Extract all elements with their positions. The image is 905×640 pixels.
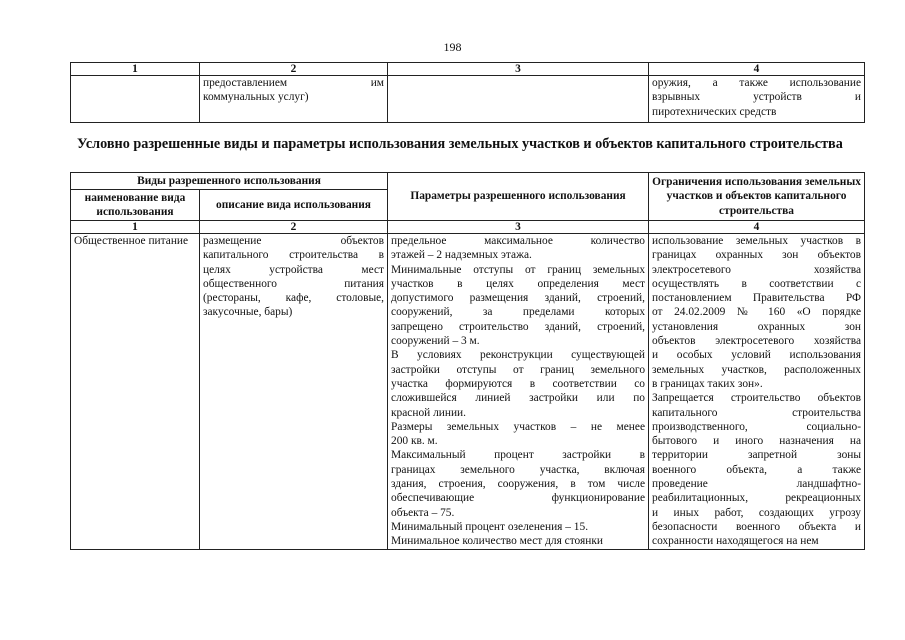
text-line: (рестораны, кафе, столовые, (203, 292, 385, 305)
table-cell (71, 76, 200, 123)
text-line: использование земельных участков в (652, 235, 862, 247)
column-number: 1 (71, 63, 200, 76)
text-line: Размеры земельных участков – не менее (391, 420, 646, 433)
text-line: границах земельного участка, включая (391, 463, 646, 476)
text-line: и особых условий использования (652, 349, 862, 362)
continuation-table (70, 62, 865, 123)
text-line: в границах таких зон». (652, 377, 763, 390)
text-line: допустимого размещения зданий, строений, (391, 292, 646, 305)
text-line: установления охранных зон (652, 320, 862, 333)
continuation-description-cell (200, 76, 388, 123)
text-line: сохранности находящегося на нем (652, 535, 819, 548)
text-line: Минимальное количество мест для стоянки (391, 535, 603, 548)
text-line: обеспечивающие функционирование (391, 492, 646, 505)
text-line: территории запретной зоны (652, 449, 862, 462)
text-line: капитального строительства в (203, 249, 385, 262)
column-number: 2 (200, 221, 388, 234)
text-line: военного объекта, а также (652, 463, 862, 476)
text-line: границах охранных зон объектов (652, 249, 862, 262)
text-line: сооружений – 3 м. (391, 335, 480, 348)
text-line: здания, строения, сооружения, в том числе (391, 478, 646, 491)
column-number-row (71, 221, 865, 234)
text-line: реабилитационных, рекреационных (652, 492, 862, 505)
text-line: пиротехнических средств (652, 105, 777, 118)
text-line: предельное максимальное количество (391, 235, 646, 247)
text-line: 200 кв. м. (391, 435, 438, 448)
column-number: 2 (200, 63, 388, 76)
text-line: общественного питания (203, 277, 385, 290)
text-line: Запрещается строительство объектов (652, 392, 862, 405)
header-restrictions: Ограничения использования земельных участков и объектов капитального строительства (649, 173, 865, 221)
text-line: электросетевого хозяйства (652, 263, 862, 276)
text-line: Минимальные отступы от границ земельных (391, 263, 646, 276)
text-line: проведение ландшафтно- (652, 478, 862, 491)
text-line: земельных участков, расположенных (652, 363, 862, 376)
column-number: 1 (71, 221, 200, 234)
text-line: безопасности военного объекта и (652, 520, 862, 533)
text-line: закусочные, бары) (203, 306, 293, 319)
text-line: предоставлением им (203, 77, 384, 89)
text-line: В условиях реконструкции существующей (391, 349, 646, 362)
header-use-name: наименование вида использования (71, 190, 200, 221)
text-line: этажей – 2 надземных этажа. (391, 249, 532, 262)
page-number: 198 (443, 40, 462, 54)
table-cell (388, 76, 649, 123)
header-use-description: описание вида использования (200, 190, 388, 221)
text-line: Максимальный процент застройки в (391, 449, 646, 462)
text-line: размещение объектов (203, 235, 385, 247)
text-line: оружия, а также использование (652, 77, 861, 89)
text-line: объекта – 75. (391, 506, 455, 519)
text-line: производственного, социально- (652, 420, 862, 433)
text-line: бытового и иного назначения на (652, 435, 862, 448)
use-name-cell: Общественное питание (71, 234, 200, 550)
land-use-table (70, 172, 865, 550)
table-row (71, 76, 865, 123)
text-line: Минимальный процент озеленения – 15. (391, 520, 589, 533)
continuation-restrictions-cell (649, 76, 865, 123)
text-line: застройки отступы от границ земельного (391, 363, 646, 376)
text-line: от 24.02.2009 № 160 «О порядке (652, 306, 862, 319)
text-line: объектов электросетевого хозяйства (652, 335, 862, 348)
restrictions-cell (649, 234, 865, 550)
header-uses-group: Виды разрешенного использования (71, 173, 388, 190)
text-line: взрывных устройств и (652, 91, 861, 104)
text-line: участков в целях определения мест (391, 277, 646, 290)
text-line: коммунальных услуг) (203, 91, 309, 104)
header-row (71, 173, 865, 190)
text-line: участка формируются в соответствии со (391, 377, 646, 390)
text-line: красной линии. (391, 406, 467, 419)
column-number: 4 (649, 221, 865, 234)
text-line: и иных работ, создающих угрозу (652, 506, 862, 519)
text-line: запрещено строительство зданий, строений, (391, 320, 646, 333)
header-parameters: Параметры разрешенного использования (388, 173, 649, 221)
text-line: сложившейся линией застройки или по (391, 392, 646, 405)
use-description-cell (200, 234, 388, 550)
column-number: 3 (388, 63, 649, 76)
text-line: целях устройства мест (203, 263, 385, 276)
text-line: сооружений, за пределами которых (391, 306, 646, 319)
parameters-cell (388, 234, 649, 550)
text-line: капитального строительства (652, 406, 862, 419)
column-number: 4 (649, 63, 865, 76)
column-number: 3 (388, 221, 649, 234)
table-row (71, 234, 865, 550)
text-line: постановлением Правительства РФ (652, 292, 862, 305)
section-title: Условно разрешенные виды и параметры использования земельных участков и объектов капитального строительства (77, 136, 843, 152)
column-number-row (71, 63, 865, 76)
text-line: осуществлять в соответствии с (652, 277, 862, 290)
